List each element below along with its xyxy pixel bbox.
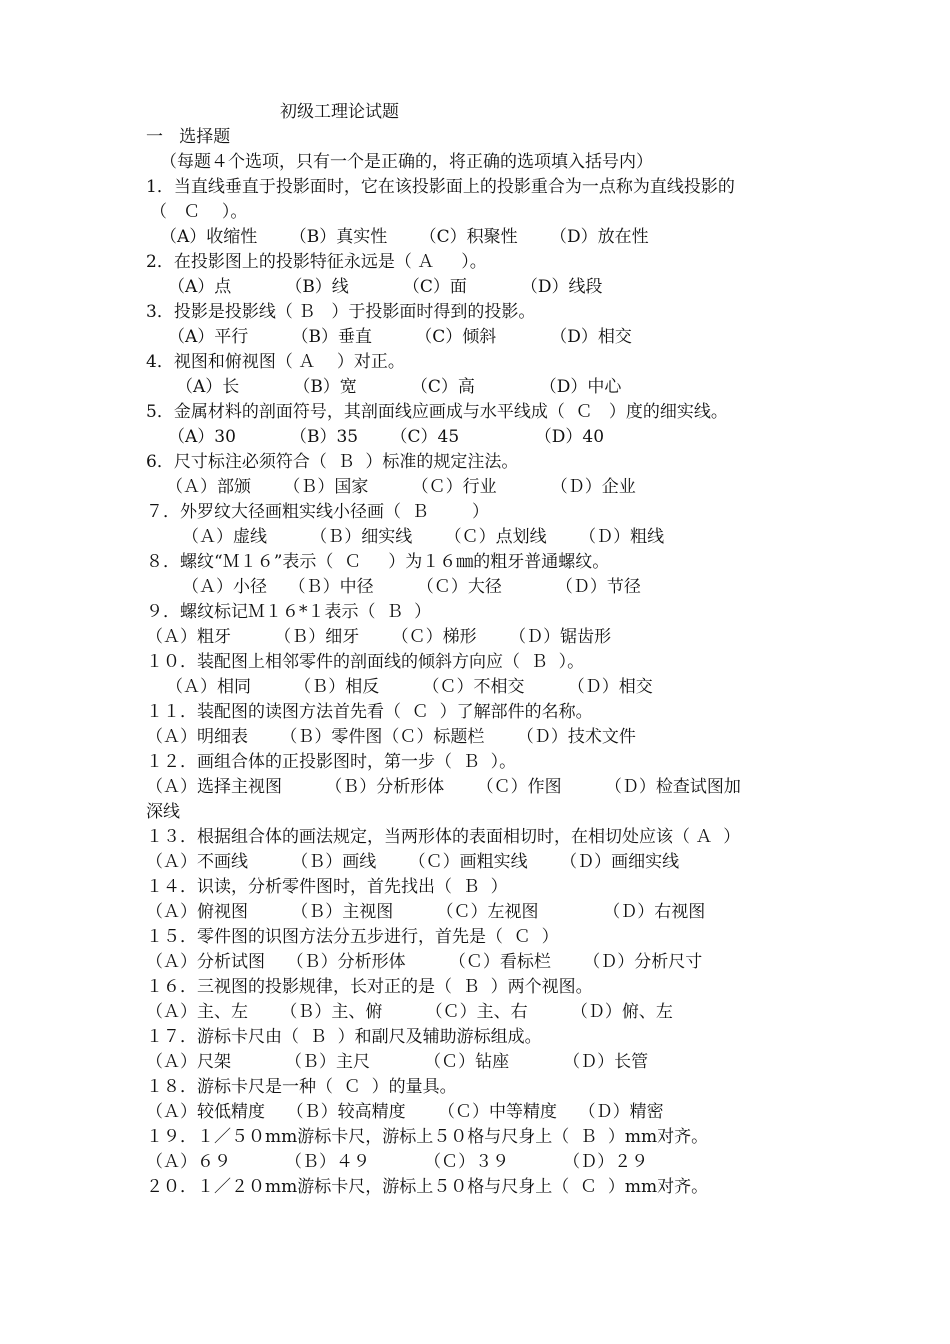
options-line: （Ａ）小径 （Ｂ）中径 （Ｃ）大径 （Ｄ）节径: [182, 577, 641, 597]
options-line: （Ａ）分析试图 （Ｂ）分析形体 （Ｃ）看标栏 （Ｄ）分析尺寸: [146, 952, 703, 972]
question-text: １９．１／５０mm游标卡尺，游标上５０格与尺身上（ Ｂ ）mm对齐。: [146, 1127, 709, 1147]
options-line: （A）平行 （B）垂直 （C）倾斜 （D）相交: [168, 327, 632, 347]
question-text: １５．零件图的识图方法分五步进行，首先是（ Ｃ ）: [146, 927, 559, 947]
options-line: （Ａ）粗牙 （Ｂ）细牙 （Ｃ）梯形 （Ｄ）锯齿形: [146, 627, 612, 647]
question-text: 4．视图和俯视图（ Ａ ）对正。: [146, 352, 405, 372]
options-line: （Ａ）选择主视图 （Ｂ）分析形体 （Ｃ）作图 （Ｄ）检查试图加: [146, 777, 741, 797]
options-line-continued: 深线: [146, 802, 180, 822]
question-text: 6．尺寸标注必须符合（ Ｂ ）标准的规定注法。: [146, 452, 519, 472]
options-line: （Ａ）虚线 （Ｂ）细实线 （Ｃ）点划线 （Ｄ）粗线: [182, 527, 665, 547]
question-text: 1．当直线垂直于投影面时，它在该投影面上的投影重合为一点称为直线投影的: [146, 177, 735, 197]
question-text: 2．在投影图上的投影特征永远是（ Ａ ）。: [146, 252, 487, 272]
question-text: １４．识读，分析零件图时，首先找出（ Ｂ ）: [146, 877, 508, 897]
options-line: （Ａ）明细表 （Ｂ）零件图（Ｃ）标题栏 （Ｄ）技术文件: [146, 727, 636, 747]
question-text: １３．根据组合体的画法规定，当两形体的表面相切时，在相切处应该（ Ａ ）: [146, 827, 741, 847]
instructions: （每题４个选项，只有一个是正确的，将正确的选项填入括号内）: [160, 152, 653, 172]
section-heading: 一 选择题: [146, 127, 231, 147]
options-line: （A）长 （B）宽 （C）高 （D）中心: [176, 377, 622, 397]
options-line: （Ａ）相同 （Ｂ）相反 （Ｃ）不相交 （Ｄ）相交: [166, 677, 653, 697]
question-text: ２０．１／２０mm游标卡尺，游标上５０格与尺身上（ Ｃ ）mm对齐。: [146, 1177, 709, 1197]
question-text: 3．投影是投影线（ Ｂ ）于投影面时得到的投影。: [146, 302, 536, 322]
options-line: （Ａ）俯视图 （Ｂ）主视图 （Ｃ）左视图 （Ｄ）右视图: [146, 902, 706, 922]
answer-line: （ Ｃ ）。: [150, 202, 248, 222]
options-line: （Ａ）尺架 （Ｂ）主尺 （Ｃ）钻座 （Ｄ）长管: [146, 1052, 649, 1072]
options-line: （Ａ）６９ （Ｂ）４９ （Ｃ）３９ （Ｄ）２９: [146, 1152, 649, 1172]
options-line: （A）30 （B）35 （C）45 （D）40: [168, 427, 605, 447]
question-text: ８．螺纹“Ｍ１６”表示（ Ｃ ）为１６㎜的粗牙普通螺纹。: [146, 552, 610, 572]
options-line: （Ａ）主、左 （Ｂ）主、俯 （Ｃ）主、右 （Ｄ）俯、左: [146, 1002, 673, 1022]
question-text: ９．螺纹标记Ｍ１６*１表示（ Ｂ ）: [146, 602, 432, 622]
page-title: 初级工理论试题: [280, 102, 399, 122]
options-line: （Ａ）较低精度 （Ｂ）较高精度 （Ｃ）中等精度 （Ｄ）精密: [146, 1102, 664, 1122]
question-text: １０．装配图上相邻零件的剖面线的倾斜方向应（ Ｂ ）。: [146, 652, 585, 672]
question-text: 5．金属材料的剖面符号，其剖面线应画成与水平线成（ Ｃ ）度的细实线。: [146, 402, 728, 422]
options-line: （A）收缩性 （B）真实性 （C）积聚性 （D）放在性: [160, 227, 649, 247]
options-line: （A）点 （B）线 （C）面 （D）线段: [168, 277, 603, 297]
question-text: １８．游标卡尺是一种（ Ｃ ）的量具。: [146, 1077, 457, 1097]
question-text: １１．装配图的读图方法首先看（ Ｃ ）了解部件的名称。: [146, 702, 593, 722]
question-text: ７．外罗纹大径画粗实线小径画（ Ｂ ）: [146, 502, 490, 522]
options-line: （Ａ）部颁 （Ｂ）国家 （Ｃ）行业 （Ｄ）企业: [166, 477, 636, 497]
options-line: （Ａ）不画线 （Ｂ）画线 （Ｃ）画粗实线 （Ｄ）画细实线: [146, 852, 680, 872]
question-text: １２．画组合体的正投影图时，第一步（ Ｂ ）。: [146, 752, 517, 772]
question-text: １６．三视图的投影规律，长对正的是（ Ｂ ）两个视图。: [146, 977, 593, 997]
question-text: １７．游标卡尺由（ Ｂ ）和副尺及辅助游标组成。: [146, 1027, 542, 1047]
